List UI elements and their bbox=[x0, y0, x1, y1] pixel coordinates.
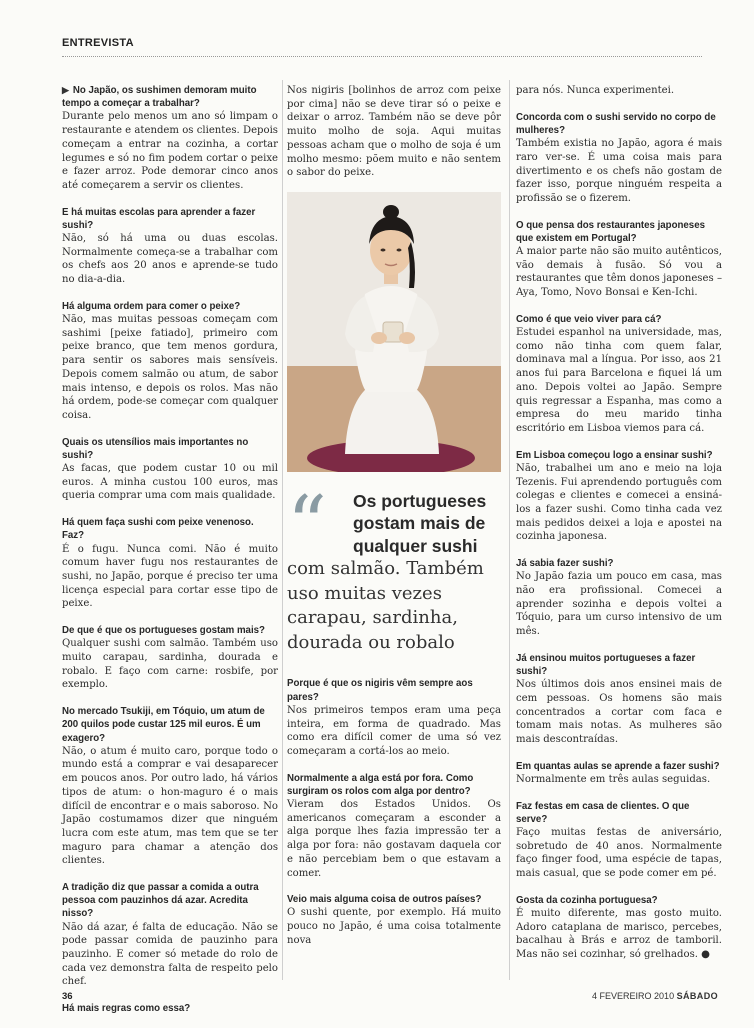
qa-item bbox=[62, 624, 278, 692]
answer: Nos primeiros tempos eram uma peça inteira, em forma de quadrado. Mas como era difícil comer de uma só vez começaram a cortá-los ao meio. bbox=[287, 704, 501, 757]
answer: Não, trabalhei um ano e meio na loja Tezenis. Fui aprendendo português com colegas e clientes e comecei a ensiná-los a fazer sushi. Como tinha cada vez mais pedidos deixei a loja e apostei na cozinha japonesa. bbox=[516, 462, 722, 543]
answer: No Japão fazia um pouco em casa, mas não era profissional. Comecei a aprender sozinha e depois voltei a Tóquio, para um curso intensivo de um mês. bbox=[516, 571, 722, 638]
qa-item bbox=[62, 300, 278, 423]
qa-item bbox=[62, 516, 278, 611]
question: No mercado Tsukiji, em Tóquio, um atum de 200 quilos pode custar 125 mil euros. É um exagero? bbox=[62, 706, 265, 744]
qa-item bbox=[516, 894, 722, 962]
question: Concorda com o sushi servido no corpo de mulheres? bbox=[516, 111, 716, 136]
question: E há muitas escolas para aprender a fazer sushi? bbox=[62, 206, 256, 231]
qa-item bbox=[62, 1002, 278, 1015]
question: Já ensinou muitos portugueses a fazer sushi? bbox=[516, 652, 696, 678]
column-3 bbox=[516, 84, 722, 975]
qa-item bbox=[516, 800, 722, 881]
question: Gosta da cozinha portuguesa? bbox=[516, 894, 658, 906]
qa-item bbox=[287, 893, 501, 947]
question: Faz festas em casa de clientes. O que serve? bbox=[516, 800, 690, 825]
qa-item bbox=[516, 557, 722, 639]
column-divider bbox=[282, 80, 283, 980]
issue-date: 4 FEVEREIRO 2010 bbox=[592, 991, 675, 1001]
qa-item bbox=[62, 436, 278, 504]
pull-quote-rest: com salmão. Também uso muitas vezes carapau, sardinha, dourada ou robalo bbox=[287, 558, 484, 653]
quote-mark-icon: “ bbox=[287, 479, 327, 570]
qa-item bbox=[516, 111, 722, 206]
answer: É o fugu. Nunca comi. Não é muito comum haver fugu nos restaurantes de sushi, no Japão, porque é preciso ter uma licença especial para cortar esse tipo de peixe. bbox=[62, 543, 278, 610]
magazine-name: SÁBADO bbox=[676, 991, 718, 1001]
qa-item bbox=[516, 219, 722, 300]
answer: Nos últimos dois anos ensinei mais de cem pessoas. Os homens são mais concentrados a cortar com faca e tomam mais notas. As mulheres são mais descontraídas. bbox=[516, 679, 722, 746]
qa-item bbox=[516, 652, 722, 747]
question: Em quantas aulas se aprende a fazer sushi? bbox=[516, 760, 720, 772]
question: Normalmente a alga está por fora. Como surgiram os rolos com alga por dentro? bbox=[287, 772, 474, 797]
section-tag: ENTREVISTA bbox=[62, 37, 134, 49]
answer: Faço muitas festas de aniversário, sobretudo de 40 anos. Normalmente faço finger food, uma espécie de tapas, mais casual, que se pode comer em pé. bbox=[516, 827, 722, 880]
qa-item bbox=[62, 881, 278, 989]
qa-item bbox=[62, 84, 278, 193]
answer: Não dá azar, é falta de educação. Não se pode passar comida de pauzinho para pauzinho. E comer só metade do rolo de cada vez demonstra falta de respeito pelo chef. bbox=[62, 921, 278, 988]
column-1 bbox=[62, 84, 278, 1028]
arrow-marker-icon: ▶ bbox=[62, 85, 69, 95]
question: A tradição diz que passar a comida a outra pessoa com pauzinhos dá azar. Acredita nisso? bbox=[62, 882, 259, 920]
column-divider bbox=[509, 80, 510, 980]
answer: As facas, que podem custar 10 ou mil euros. A minha custou 100 euros, mas queria comprar uma com mais qualidade. bbox=[62, 463, 278, 502]
question: Veio mais alguma coisa de outros países? bbox=[287, 894, 482, 906]
question: No Japão, os sushimen demoram muito tempo a começar a trabalhar? bbox=[62, 85, 257, 110]
answer-continuation: Nos nigiris [bolinhos de arroz com peixe por cima] não se deve tirar só o peixe e deixar o arroz. Também não se deve pôr muito molho de soja. Aqui muitas pessoas acham que o molho de soja é um molho mesmo: põem muito e não sentem o sabor do peixe. bbox=[287, 85, 501, 179]
pull-quote-bold: Os portugueses gostam mais de qualquer sushi bbox=[353, 490, 487, 556]
answer: Não, mas muitas pessoas começam com sashimi [peixe fatiado], primeiro com peixe branco, que tem menos gordura, para sentir os sabores mais sensíveis. Depois comem salmão ou atum, de sabor mais intenso, e depois os rolos. Mas não há ordem, pode-se começar com qualquer coisa. bbox=[62, 314, 278, 421]
answer: Qualquer sushi com salmão. Também uso muito carapau, sardinha, dourada e robalo. E faço com carne: rosbife, por exemplo. bbox=[62, 638, 278, 691]
section-rule bbox=[62, 56, 702, 57]
qa-item bbox=[516, 313, 722, 436]
qa-item bbox=[516, 760, 722, 787]
qa-item bbox=[62, 206, 278, 287]
qa-item bbox=[62, 705, 278, 868]
page-number: 36 bbox=[62, 991, 73, 1002]
footer-issue bbox=[592, 991, 718, 1001]
answer: A maior parte não são muito autênticos, vão demais à fusão. Só vou a restaurantes que têm donos japoneses – Aya, Tomo, Novo Bonsai e Ken-Ichi. bbox=[516, 246, 722, 299]
question: Porque é que os nigiris vêm sempre aos pares? bbox=[287, 678, 473, 703]
qa-item bbox=[287, 772, 501, 881]
question: O que pensa dos restaurantes japoneses que existem em Portugal? bbox=[516, 219, 705, 244]
answer: Não, o atum é muito caro, porque todo o mundo está a comprar e vai desaparecer em poucos anos. Por outro lado, há vários tipos de atum: o hon-maguro é o mais difícil de encontrar e o mais saboroso. No Japão costumamos dizer que ninguém lucra com este atum, mas tem que se ter maguro para chamar a atenção dos clientes. bbox=[62, 745, 278, 867]
answer-continuation: para nós. Nunca experimentei. bbox=[516, 85, 675, 96]
portrait-illustration bbox=[287, 192, 501, 472]
qa-item bbox=[287, 677, 501, 758]
answer: Durante pelo menos um ano só limpam o restaurante e atendem os clientes. Depois começam a entrar na cozinha, a cortar legumes e só no fim podem cortar o peixe e fazer arroz. Pode demorar cinco anos até começarem a servir os clientes. bbox=[62, 111, 278, 191]
answer: Também existia no Japão, agora é mais raro ver-se. É uma coisa mais para divertimento e os chefs não gostam de fazer isso, porque ninguém respeita a profissão se o fizerem. bbox=[516, 138, 722, 204]
column-2 bbox=[287, 84, 501, 961]
question: Quais os utensílios mais importantes no sushi? bbox=[62, 436, 249, 461]
answer: Não, só há uma ou duas escolas. Normalmente começa-se a trabalhar com os chefs aos 20 anos e aprende-se tudo no dia-a-dia. bbox=[62, 233, 278, 286]
answer: Estudei espanhol na universidade, mas, como não tinha com quem falar, dominava mal a língua. Por isso, aos 21 anos fui para Barcelona e fiquei lá um ano. Depois voltei ao Japão. Sempre quis regressar a Espanha, mas como a empresa do meu marido tinha escritório em Lisboa viemos para cá. bbox=[516, 327, 722, 434]
question: Como é que veio viver para cá? bbox=[516, 313, 662, 325]
question: Em Lisboa começou logo a ensinar sushi? bbox=[516, 449, 713, 461]
question: Há mais regras como essa? bbox=[62, 1003, 191, 1015]
pull-quote bbox=[287, 479, 501, 656]
qa-item bbox=[516, 449, 722, 544]
question: Há alguma ordem para comer o peixe? bbox=[62, 300, 241, 312]
question: Já sabia fazer sushi? bbox=[516, 558, 614, 570]
question: De que é que os portugueses gostam mais? bbox=[62, 625, 265, 637]
question: Há quem faça sushi com peixe venenoso. Faz? bbox=[62, 517, 254, 542]
answer: Vieram dos Estados Unidos. Os americanos começaram a esconder a alga porque lhes fazia impressão ter a alga por fora: não gostavam daquela cor e não percebiam bem o que estavam a comer. bbox=[287, 799, 501, 879]
answer: O sushi quente, por exemplo. Há muito pouco no Japão, é uma coisa totalmente nova bbox=[287, 907, 501, 946]
answer: É muito diferente, mas gosto muito. Adoro cataplana de marisco, percebes, bacalhau à Brás e arroz de tamboril. Mas não sei cozinhar, só grelhados. ● bbox=[516, 908, 722, 961]
interviewee-photo bbox=[287, 192, 501, 472]
answer: Normalmente em três aulas seguidas. bbox=[516, 773, 711, 785]
